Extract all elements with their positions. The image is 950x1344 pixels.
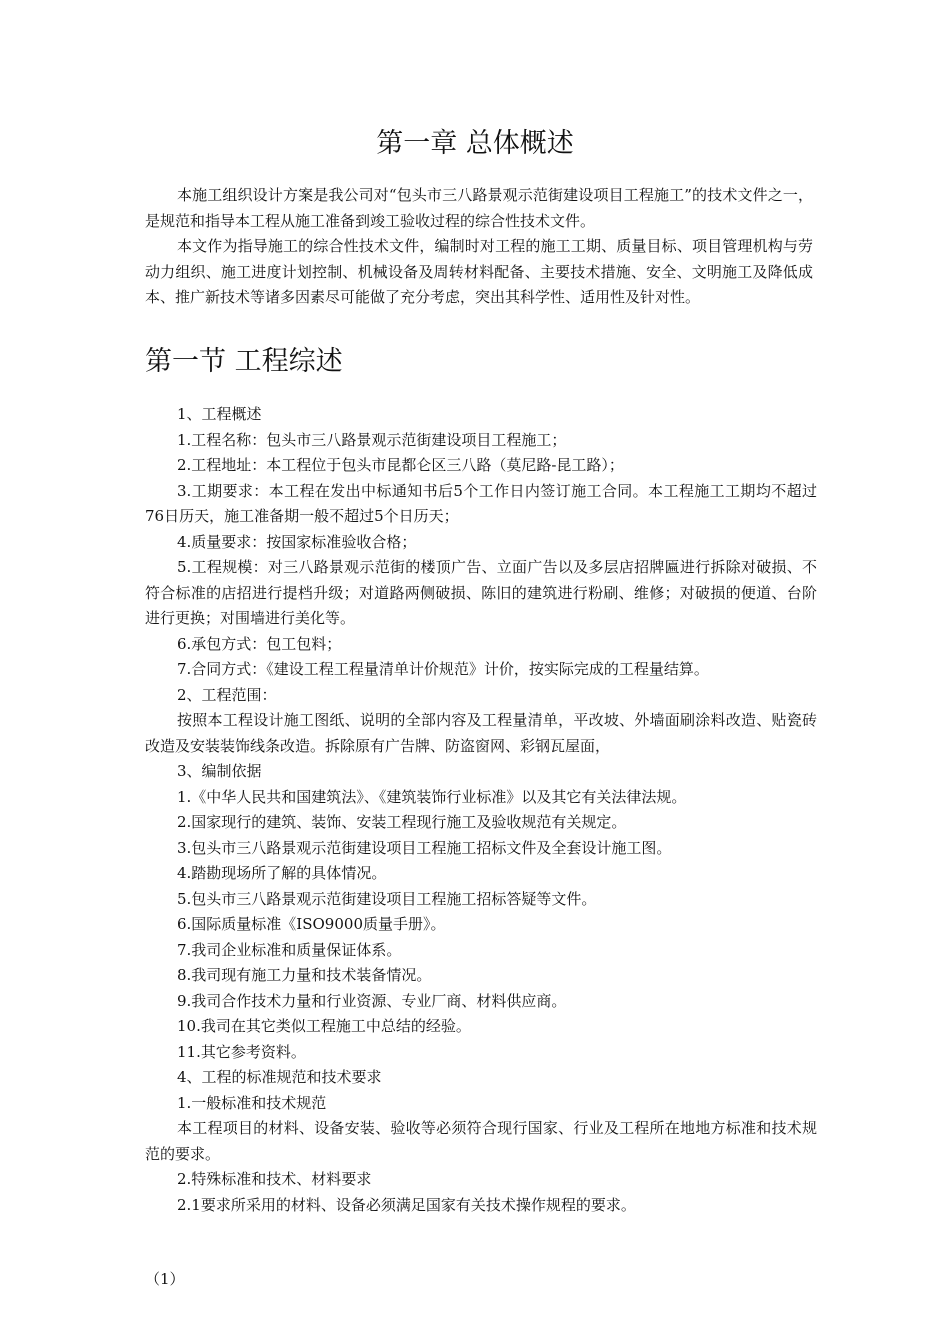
list-item: 4.踏勘现场所了解的具体情况。: [177, 864, 387, 882]
intro-text: [145, 183, 813, 311]
list-item: 5.包头市三八路景观示范街建设项目工程施工招标答疑等文件。: [177, 889, 597, 908]
list-item: 6.承包方式：包工包料；: [177, 634, 342, 653]
paragraph: 本工程项目的材料、设备安装、验收等必须符合现行国家、行业及工程所在地地方标准和技术规范的要求。: [145, 1119, 817, 1163]
list-item: 5.工程规模：对三八路景观示范街的楼顶广告、立面广告以及多层店招牌匾进行拆除对破损、不符合标准的店招进行提档升级；对道路两侧破损、陈旧的建筑进行粉刷、维修；对破损的便道、台阶进行更换；对围墙进行美化等。: [145, 558, 817, 627]
list-item: 1.《中华人民共和国建筑法》、《建筑装饰行业标准》以及其它有关法律法规。: [177, 787, 687, 806]
list-item: 10.我司在其它类似工程施工中总结的经验。: [177, 1017, 471, 1035]
heading-basis: 3、编制依据: [177, 762, 262, 780]
list-item: 1.工程名称：包头市三八路景观示范街建设项目工程施工；: [177, 430, 567, 449]
section-title: 第一节 工程综述: [145, 346, 343, 377]
list-item: 2.工程地址：本工程位于包头市昆都仑区三八路（莫尼路-昆工路）；: [177, 456, 624, 474]
paragraph: 按照本工程设计施工图纸、说明的全部内容及工程量清单，平改坡、外墙面刷涂料改造、贴瓷砖改造及安装装饰线条改造。拆除原有广告牌、防盗窗网、彩钢瓦屋面，: [145, 711, 817, 755]
chapter-title: 第一章 总体概述: [376, 128, 574, 159]
list-item: 4.质量要求：按国家标准验收合格；: [177, 532, 417, 551]
list-item: 7.我司企业标准和质量保证体系。: [177, 940, 402, 959]
intro-paragraph: 本施工组织设计方案是我公司对“包头市三八路景观示范街建设项目工程施工”的技术文件之一，是规范和指导本工程从施工准备到竣工验收过程的综合性技术文件。: [145, 186, 813, 230]
list-item: 8.我司现有施工力量和技术装备情况。: [177, 966, 432, 984]
heading-scope: 2、工程范围：: [177, 685, 277, 704]
list-item: 2.国家现行的建筑、装饰、安装工程现行施工及验收规范有关规定。: [177, 813, 627, 831]
intro-paragraph: 本文作为指导施工的综合性技术文件，编制时对工程的施工工期、质量目标、项目管理机构与劳动力组织、施工进度计划控制、机械设备及周转材料配备、主要技术措施、安全、文明施工及降低成本、推广新技术等诸多因素尽可能做了充分考虑，突出其科学性、适用性及针对性。: [145, 237, 813, 306]
page-number: （1）: [145, 1270, 185, 1288]
list-item: 6.国际质量标准《ISO9000质量手册》。: [177, 915, 446, 933]
heading-overview: 1、工程概述: [177, 405, 262, 423]
list-item: 7.合同方式：《建设工程工程量清单计价规范》计价，按实际完成的工程量结算。: [177, 660, 709, 678]
list-item: 9.我司合作技术力量和行业资源、专业厂商、材料供应商。: [177, 991, 567, 1010]
list-item: 2.特殊标准和技术、材料要求: [177, 1170, 372, 1188]
list-item: 3.包头市三八路景观示范街建设项目工程施工招标文件及全套设计施工图。: [177, 838, 672, 857]
heading-standards: 4、工程的标准规范和技术要求: [177, 1068, 382, 1086]
list-item: 2.1要求所采用的材料、设备必须满足国家有关技术操作规程的要求。: [177, 1195, 636, 1214]
list-item: 1.一般标准和技术规范: [177, 1093, 327, 1112]
list-item: 3.工期要求：本工程在发出中标通知书后5个工作日内签订施工合同。本工程施工工期均不超过76日历天，施工准备期一般不超过5个日历天；: [145, 481, 817, 525]
section-body: [145, 402, 817, 1218]
list-item: 11.其它参考资料。: [177, 1042, 306, 1061]
